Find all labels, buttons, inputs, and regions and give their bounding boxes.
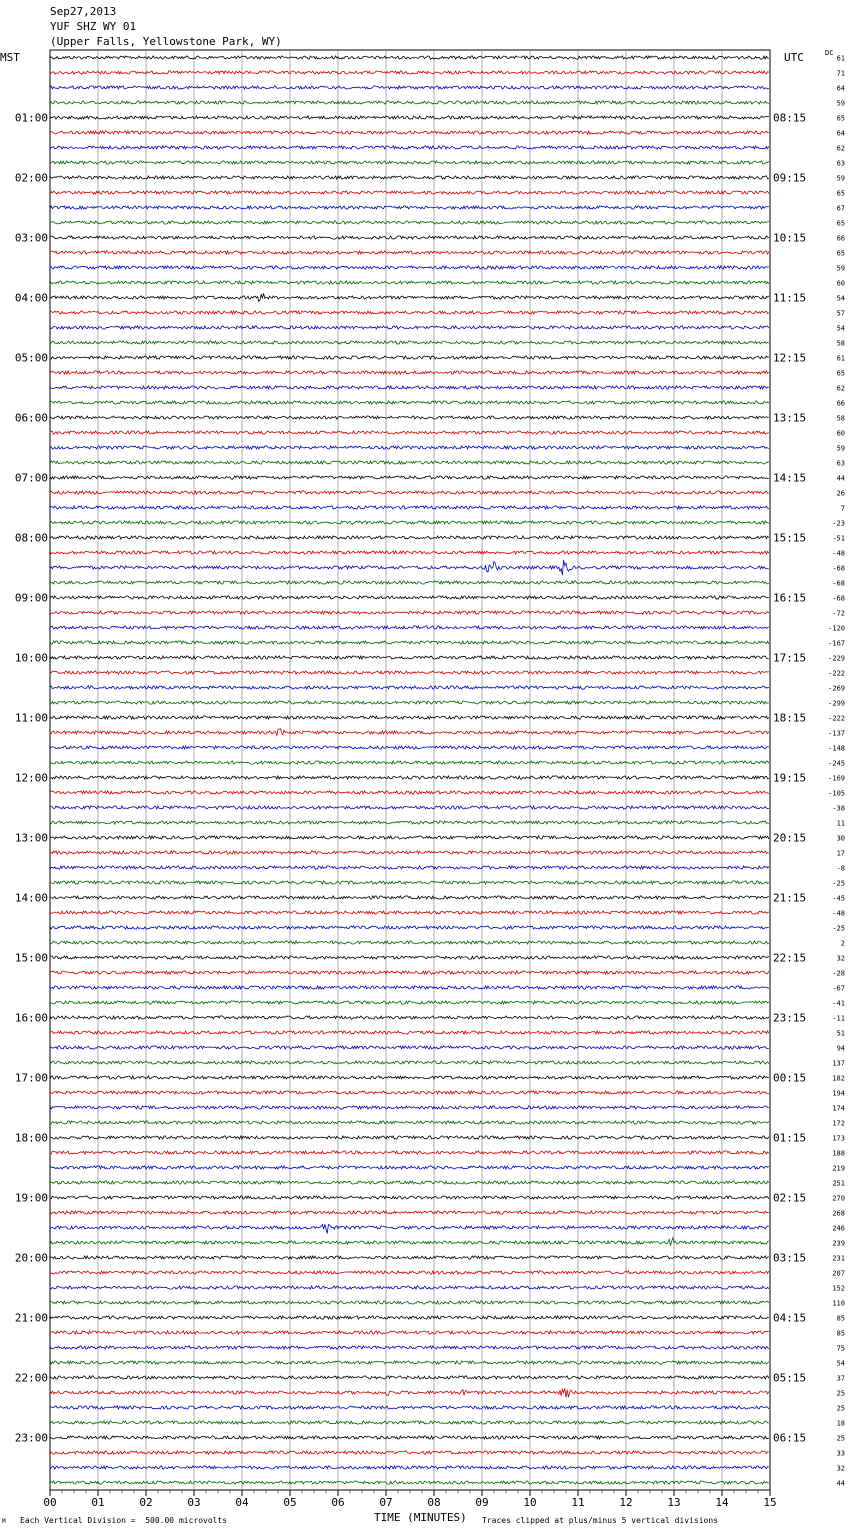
right-hour-label: 08:15: [773, 111, 807, 125]
seismic-trace: [50, 476, 769, 479]
dc-offset-label: 2: [840, 939, 845, 948]
dc-offset-label: -167: [828, 639, 845, 648]
dc-offset-label: 61: [836, 54, 845, 63]
seismic-trace: [50, 971, 769, 974]
left-hour-label: 14:00: [14, 891, 48, 905]
dc-offset-label: 251: [832, 1179, 845, 1188]
dc-offset-label: -299: [828, 699, 845, 708]
left-hour-label: 02:00: [14, 171, 48, 185]
right-hour-label: 19:15: [773, 771, 807, 785]
dc-offset-label: 44: [836, 474, 845, 483]
dc-offset-label: 60: [836, 429, 845, 438]
right-hour-label: 03:15: [773, 1251, 807, 1265]
dc-offset-label: 63: [836, 159, 845, 168]
x-tick-label: 01: [91, 1496, 105, 1509]
right-hour-label: 06:15: [773, 1431, 807, 1445]
left-hour-label: 21:00: [14, 1311, 48, 1325]
dc-offset-label: 85: [836, 1329, 845, 1338]
dc-offset-label: 25: [836, 1404, 845, 1413]
right-hour-label: 23:15: [773, 1011, 807, 1025]
dc-offset-label: -8: [836, 864, 845, 873]
seismic-trace: [50, 896, 769, 899]
x-tick-label: 12: [619, 1496, 633, 1509]
dc-offset-label: 66: [836, 399, 845, 408]
right-hour-label: 04:15: [773, 1311, 807, 1325]
dc-offset-label: 71: [836, 69, 845, 78]
seismic-trace: [50, 293, 769, 301]
seismic-trace: [50, 416, 769, 419]
seismic-trace: [50, 386, 769, 389]
seismic-trace: [50, 851, 769, 854]
right-hour-label: 14:15: [773, 471, 807, 485]
seismic-trace: [50, 1361, 769, 1364]
seismic-trace: [50, 1106, 769, 1109]
x-tick-label: 04: [235, 1496, 249, 1509]
x-tick-label: 11: [571, 1496, 585, 1509]
dc-offset-label: -105: [828, 789, 845, 798]
dc-offset-label: 219: [832, 1164, 845, 1173]
dc-offset-label: -120: [828, 624, 845, 633]
seismic-trace: [50, 431, 769, 434]
seismic-trace: [50, 671, 769, 674]
seismic-trace: [50, 1481, 769, 1484]
left-hour-label: 10:00: [14, 651, 48, 665]
seismic-trace: [50, 1388, 769, 1397]
dc-offset-label: 44: [836, 1479, 845, 1488]
left-hour-label: 15:00: [14, 951, 48, 965]
seismic-trace: [50, 86, 769, 89]
seismic-trace: [50, 791, 769, 794]
right-hour-label: 11:15: [773, 291, 807, 305]
dc-offset-label: 59: [836, 264, 845, 273]
seismic-trace: [50, 821, 769, 824]
chart-date: Sep27,2013: [50, 5, 117, 18]
dc-offset-label: 57: [836, 309, 845, 318]
seismic-trace: [50, 1166, 769, 1169]
dc-offset-label: 54: [836, 324, 845, 333]
dc-offset-label: -245: [828, 759, 845, 768]
dc-offset-label: 67: [836, 204, 845, 213]
dc-offset-label: 25: [836, 1434, 845, 1443]
dc-offset-label: -72: [832, 609, 845, 618]
right-hour-label: 15:15: [773, 531, 807, 545]
dc-offset-label: 152: [832, 1284, 845, 1293]
dc-offset-label: 32: [836, 954, 845, 963]
dc-offset-label: 32: [836, 1464, 845, 1473]
right-hour-label: 02:15: [773, 1191, 807, 1205]
seismic-trace: [50, 761, 769, 764]
dc-offset-label: 62: [836, 384, 845, 393]
dc-offset-label: -51: [832, 534, 845, 543]
station-location: (Upper Falls, Yellowstone Park, WY): [50, 35, 282, 48]
left-hour-label: 07:00: [14, 471, 48, 485]
seismic-trace: [50, 1238, 769, 1246]
left-hour-label: 16:00: [14, 1011, 48, 1025]
right-hour-label: 17:15: [773, 651, 807, 665]
seismic-trace: [50, 551, 769, 554]
dc-offset-label: 59: [836, 174, 845, 183]
seismic-trace: [50, 611, 769, 614]
scale-note: Each Vertical Division = 500.00 microvolts: [20, 1516, 228, 1525]
dc-offset-label: 54: [836, 294, 845, 303]
dc-offset-label: 194: [832, 1089, 845, 1098]
seismic-trace: [50, 1436, 769, 1439]
dc-offset-label: 54: [836, 1359, 845, 1368]
dc-offset-label: 65: [836, 219, 845, 228]
dc-offset-label: 174: [832, 1104, 845, 1113]
seismic-trace: [50, 1301, 769, 1304]
seismic-trace: [50, 806, 769, 809]
dc-offset-label: 246: [832, 1224, 845, 1233]
seismic-trace: [50, 236, 769, 239]
seismic-trace: [50, 986, 769, 989]
right-hour-label: 05:15: [773, 1371, 807, 1385]
seismic-trace: [50, 641, 769, 644]
dc-offset-label: 85: [836, 1314, 845, 1323]
seismic-trace: [50, 1001, 769, 1004]
dc-offset-label: -41: [832, 999, 845, 1008]
dc-offset-label: 137: [832, 1059, 845, 1068]
right-hour-label: 16:15: [773, 591, 807, 605]
x-tick-label: 15: [763, 1496, 777, 1509]
dc-offset-label: 65: [836, 189, 845, 198]
seismic-trace: [50, 1091, 769, 1094]
dc-offset-label: -45: [832, 894, 845, 903]
dc-offset-label: 94: [836, 1044, 845, 1053]
dc-offset-label: 65: [836, 114, 845, 123]
right-hour-label: 12:15: [773, 351, 807, 365]
seismic-trace: [50, 626, 769, 629]
seismic-trace: [50, 926, 769, 929]
seismic-trace: [50, 1346, 769, 1349]
dc-offset-label: -67: [832, 984, 845, 993]
seismic-trace: [50, 221, 769, 224]
seismic-trace: [50, 521, 769, 524]
seismic-trace: [50, 1466, 769, 1469]
dc-offset-label: 172: [832, 1119, 845, 1128]
dc-offset-label: 7: [840, 504, 845, 513]
x-tick-label: 10: [523, 1496, 537, 1509]
right-hour-label: 21:15: [773, 891, 807, 905]
dc-offset-label: -28: [832, 969, 845, 978]
seismic-trace: [50, 191, 769, 194]
dc-offset-label: 11: [836, 819, 845, 828]
left-hour-label: 11:00: [14, 711, 48, 725]
dc-offset-label: 64: [836, 84, 845, 93]
dc-offset-label: 59: [836, 444, 845, 453]
seismic-trace: [50, 1046, 769, 1049]
right-timezone-label: UTC: [784, 51, 804, 64]
seismic-trace: [50, 1181, 769, 1184]
left-hour-label: 19:00: [14, 1191, 48, 1205]
right-hour-label: 09:15: [773, 171, 807, 185]
x-tick-label: 02: [139, 1496, 153, 1509]
left-hour-label: 06:00: [14, 411, 48, 425]
seismic-trace: [50, 581, 769, 584]
dc-offset-label: 59: [836, 99, 845, 108]
x-tick-label: 03: [187, 1496, 201, 1509]
seismic-trace: [50, 1211, 769, 1214]
clip-note: Traces clipped at plus/minus 5 vertical divisions: [482, 1516, 719, 1525]
left-hour-label: 23:00: [14, 1431, 48, 1445]
dc-header: DC: [825, 49, 834, 57]
dc-offset-label: 66: [836, 234, 845, 243]
dc-offset-label: -137: [828, 729, 845, 738]
dc-offset-label: 65: [836, 249, 845, 258]
seismic-trace: [50, 911, 769, 914]
left-hour-label: 08:00: [14, 531, 48, 545]
seismic-trace: [50, 836, 769, 839]
dc-offset-label: -25: [832, 924, 845, 933]
dc-offset-label: 270: [832, 1194, 845, 1203]
dc-offset-label: 61: [836, 354, 845, 363]
dc-offset-label: -222: [828, 714, 845, 723]
seismic-trace: [50, 176, 769, 179]
dc-offset-label: 188: [832, 1149, 845, 1158]
seismic-trace: [50, 656, 769, 659]
dc-offset-label: 17: [836, 849, 845, 858]
seismic-trace: [50, 881, 769, 884]
dc-offset-label: -222: [828, 669, 845, 678]
dc-offset-label: 239: [832, 1239, 845, 1248]
left-hour-label: 18:00: [14, 1131, 48, 1145]
seismic-trace: [50, 956, 769, 959]
dc-offset-label: 58: [836, 414, 845, 423]
dc-offset-label: 63: [836, 459, 845, 468]
left-hour-label: 20:00: [14, 1251, 48, 1265]
seismic-trace: [50, 266, 769, 269]
dc-offset-label: -48: [832, 549, 845, 558]
seismic-trace: [50, 1196, 769, 1199]
seismic-trace: [50, 776, 769, 779]
seismic-trace: [50, 1016, 769, 1019]
dc-offset-label: -48: [832, 909, 845, 918]
dc-offset-label: 26: [836, 489, 845, 498]
seismic-trace: [50, 446, 769, 449]
seismic-trace: [50, 206, 769, 209]
dc-offset-label: -68: [832, 579, 845, 588]
dc-offset-label: -68: [832, 564, 845, 573]
x-tick-label: 00: [43, 1496, 57, 1509]
x-tick-label: 08: [427, 1496, 441, 1509]
dc-offset-label: 207: [832, 1269, 845, 1278]
seismic-trace: [50, 161, 769, 164]
seismic-trace: [50, 1406, 769, 1409]
right-hour-label: 00:15: [773, 1071, 807, 1085]
dc-offset-label: 51: [836, 1029, 845, 1038]
dc-offset-label: 182: [832, 1074, 845, 1083]
dc-offset-label: -23: [832, 519, 845, 528]
dc-offset-label: 65: [836, 369, 845, 378]
dc-offset-label: 64: [836, 129, 845, 138]
seismic-trace: [50, 311, 769, 314]
dc-offset-label: 268: [832, 1209, 845, 1218]
seismic-trace: [50, 461, 769, 464]
right-hour-label: 18:15: [773, 711, 807, 725]
seismic-trace: [50, 1421, 769, 1424]
seismic-trace: [50, 1224, 769, 1233]
left-hour-label: 05:00: [14, 351, 48, 365]
seismic-trace: [50, 716, 769, 719]
seismic-trace: [50, 1151, 769, 1154]
x-axis-title: TIME (MINUTES): [374, 1511, 467, 1524]
dc-offset-label: -38: [832, 804, 845, 813]
dc-offset-label: 18: [836, 1419, 845, 1428]
seismic-trace: [50, 596, 769, 599]
dc-offset-label: 173: [832, 1134, 845, 1143]
seismic-trace: [50, 701, 769, 704]
x-tick-label: 14: [715, 1496, 729, 1509]
seismic-trace: [50, 56, 769, 59]
x-tick-label: 07: [379, 1496, 393, 1509]
seismic-trace: [50, 341, 769, 344]
dc-offset-label: -11: [832, 1014, 845, 1023]
corner-mark: M: [2, 1518, 6, 1525]
seismic-trace: [50, 1331, 769, 1334]
seismic-trace: [50, 371, 769, 374]
left-timezone-label: MST: [0, 51, 20, 64]
right-hour-label: 22:15: [773, 951, 807, 965]
left-hour-label: 12:00: [14, 771, 48, 785]
dc-offset-label: 75: [836, 1344, 845, 1353]
dc-offset-label: -169: [828, 774, 845, 783]
seismic-trace: [50, 941, 769, 944]
dc-offset-label: -25: [832, 879, 845, 888]
dc-offset-label: 58: [836, 339, 845, 348]
seismic-trace: [50, 560, 769, 575]
seismic-trace: [50, 251, 769, 254]
seismic-trace: [50, 131, 769, 134]
seismic-trace: [50, 1451, 769, 1454]
dc-offset-label: 62: [836, 144, 845, 153]
x-tick-label: 06: [331, 1496, 345, 1509]
left-hour-label: 01:00: [14, 111, 48, 125]
seismic-trace: [50, 101, 769, 104]
dc-offset-label: 30: [836, 834, 845, 843]
left-hour-label: 03:00: [14, 231, 48, 245]
seismic-trace: [50, 71, 769, 74]
seismic-trace: [50, 326, 769, 329]
seismic-trace: [50, 1376, 769, 1379]
station-code: YUF SHZ WY 01: [50, 20, 137, 33]
x-tick-label: 13: [667, 1496, 681, 1509]
seismic-trace: [50, 281, 769, 284]
x-tick-label: 09: [475, 1496, 489, 1509]
seismic-trace: [50, 1121, 769, 1124]
right-hour-label: 01:15: [773, 1131, 807, 1145]
x-tick-label: 05: [283, 1496, 297, 1509]
dc-offset-label: 110: [832, 1299, 845, 1308]
dc-offset-label: 33: [836, 1449, 845, 1458]
seismic-trace: [50, 401, 769, 404]
left-hour-label: 04:00: [14, 291, 48, 305]
seismic-trace: [50, 1076, 769, 1079]
left-hour-label: 22:00: [14, 1371, 48, 1385]
plot-frame: [50, 50, 770, 1490]
seismic-trace: [50, 1286, 769, 1289]
right-hour-label: 13:15: [773, 411, 807, 425]
dc-offset-label: -229: [828, 654, 845, 663]
seismic-trace: [50, 686, 769, 689]
seismic-trace: [50, 506, 769, 509]
seismic-trace: [50, 1061, 769, 1064]
seismic-trace: [50, 1256, 769, 1259]
seismic-trace: [50, 356, 769, 359]
seismic-trace: [50, 1316, 769, 1319]
dc-offset-label: -269: [828, 684, 845, 693]
right-hour-label: 10:15: [773, 231, 807, 245]
dc-offset-label: -68: [832, 594, 845, 603]
left-hour-label: 09:00: [14, 591, 48, 605]
seismic-trace: [50, 866, 769, 869]
left-hour-label: 17:00: [14, 1071, 48, 1085]
dc-offset-label: 60: [836, 279, 845, 288]
dc-offset-label: -148: [828, 744, 845, 753]
seismic-trace: [50, 746, 769, 749]
seismic-trace: [50, 536, 769, 539]
dc-offset-label: 37: [836, 1374, 845, 1383]
seismic-trace: [50, 1136, 769, 1139]
seismic-trace: [50, 1031, 769, 1034]
dc-offset-label: 25: [836, 1389, 845, 1398]
seismic-trace: [50, 1271, 769, 1274]
seismic-trace: [50, 146, 769, 149]
right-hour-label: 20:15: [773, 831, 807, 845]
seismic-trace: [50, 116, 769, 119]
dc-offset-label: 231: [832, 1254, 845, 1263]
seismic-trace: [50, 491, 769, 494]
left-hour-label: 13:00: [14, 831, 48, 845]
seismic-trace: [50, 729, 769, 736]
